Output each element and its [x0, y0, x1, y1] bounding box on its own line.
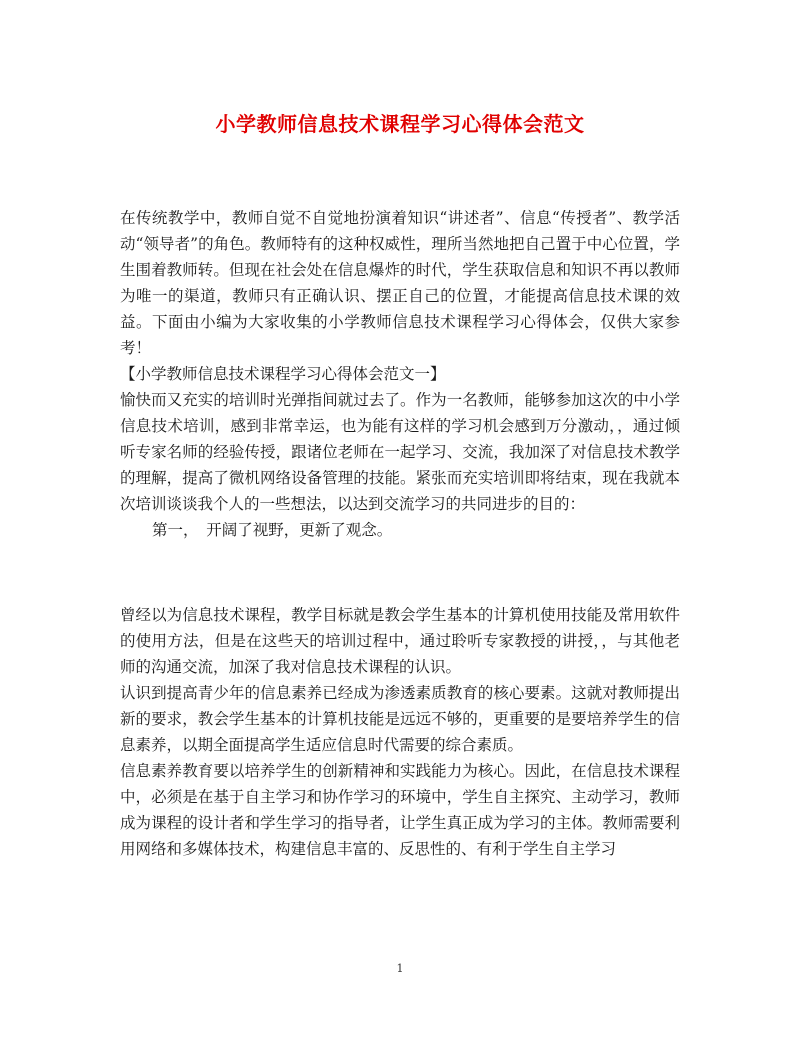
intro-paragraph: 在传统教学中，教师自觉不自觉地扮演着知识“讲述者”、信息“传授者”、教学活动“领导者”的角色。教师特有的这种权威性，理所当然地把自己置于中心位置，学生围着教师转。但现在社会处在信息爆炸的时代，学生获取信息和知识不再以教师为唯一的渠道，教师只有正确认识、摆正自己的位置，才能提高信息技术课的效益。下面由小编为大家收集的小学教师信息技术课程学习心得体会，仅供大家参考！: [120, 209, 680, 357]
point-one: 第一， 开阔了视野，更新了观念。: [152, 521, 393, 539]
document-body-upper: [120, 205, 680, 543]
document-title: 小学教师信息技术课程学习心得体会范文: [215, 112, 585, 136]
document-body-lower: [120, 602, 680, 862]
page-number: 1: [396, 962, 404, 975]
paragraph-b: 认识到提高青少年的信息素养已经成为渗透素质教育的核心要素。这就对教师提出新的要求，教会学生基本的计算机技能是远远不够的，更重要的是要培养学生的信息素养，以期全面提高学生适应信息时代需要的综合素质。: [120, 684, 680, 754]
paragraph-c: 信息素养教育要以培养学生的创新精神和实践能力为核心。因此，在信息技术课程中，必须是在基于自主学习和协作学习的环境中，学生自主探究、主动学习，教师成为课程的设计者和学生学习的指导者，让学生真正成为学习的主体。教师需要利用网络和多媒体技术，构建信息丰富的、反思性的、有利于学生自主学习: [120, 762, 680, 858]
paragraph-a: 曾经以为信息技术课程，教学目标就是教会学生基本的计算机使用技能及常用软件的使用方法，但是在这些天的培训过程中，通过聆听专家教授的讲授，，与其他老师的沟通交流，加深了我对信息技术课程的认识。: [120, 606, 680, 676]
section-paragraph: 愉快而又充实的培训时光弹指间就过去了。作为一名教师，能够参加这次的中小学信息技术培训，感到非常幸运，也为能有这样的学习机会感到万分激动，，通过倾听专家名师的经验传授，跟诸位老师在一起学习、交流，我加深了对信息技术教学的理解，提高了微机网络设备管理的技能。紧张而充实培训即将结束，现在我就本次培训谈谈我个人的一些想法，以达到交流学习的共同进步的目的：: [120, 391, 680, 513]
section-heading: 【小学教师信息技术课程学习心得体会范文一】: [120, 365, 446, 383]
